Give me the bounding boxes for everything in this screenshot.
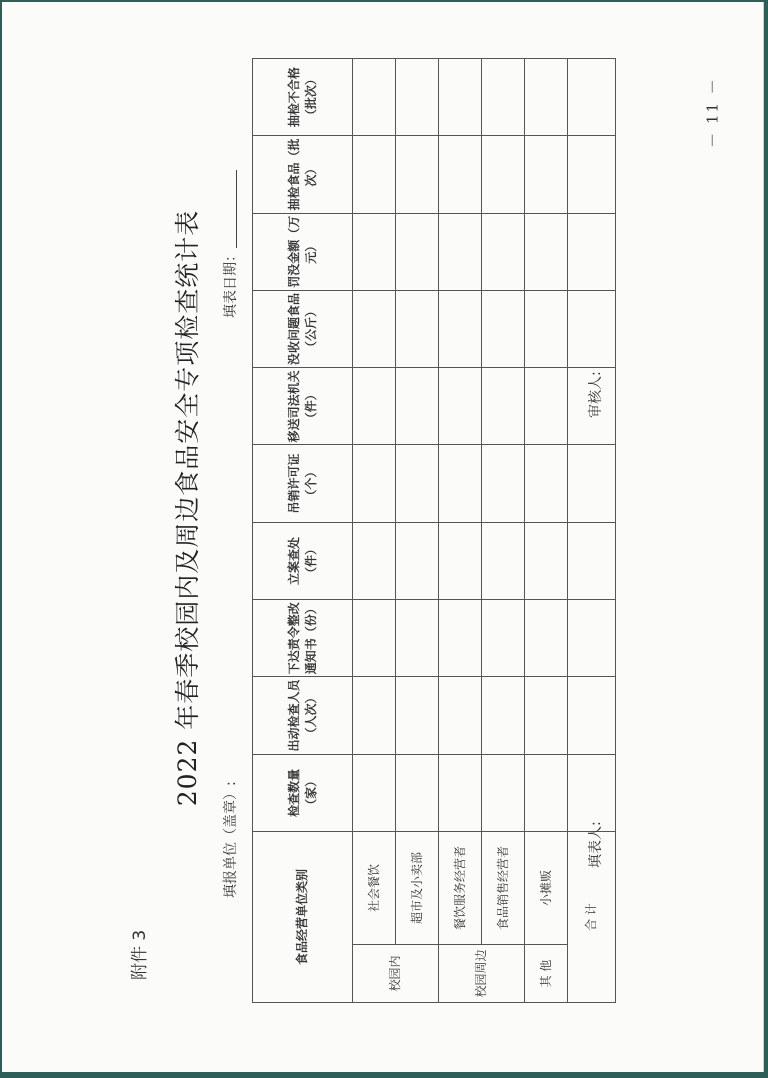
header-col: 立案查处（件）: [253, 522, 353, 599]
row-label: 餐饮服务经营者: [439, 831, 482, 944]
table-row: [353, 59, 396, 1003]
annex-label: 附件 3: [130, 929, 150, 980]
row-label: 小摊贩: [525, 831, 568, 944]
header-col: 罚没金额（万元）: [253, 213, 353, 290]
fill-date-label: 填表日期：: [223, 248, 239, 318]
group-other: 其 他: [525, 945, 568, 1003]
header-col: 抽检不合格（批次）: [253, 59, 353, 136]
table-row: [396, 59, 439, 1003]
header-col: 抽检食品（批次）: [253, 136, 353, 213]
header-col: 下达责令整改通知书（份）: [253, 600, 353, 677]
reviewer-label: 审核人:: [588, 371, 604, 418]
header-col: 移送司法机关（件）: [253, 368, 353, 445]
table-row: [482, 59, 525, 1003]
header-col: 检查数量（家）: [253, 754, 353, 831]
row-label: 超市及小卖部: [396, 831, 439, 944]
row-label: 食品销售经营者: [482, 831, 525, 944]
row-label: 社会餐饮: [353, 831, 396, 944]
total-label: 合 计: [568, 831, 616, 1002]
table-row: [525, 59, 568, 1003]
group-campus-around: 校园周边: [439, 945, 525, 1003]
header-col: 出动检查人员（人次）: [253, 677, 353, 754]
page-number: － 11 －: [703, 77, 722, 148]
table-row: [439, 59, 482, 1003]
filler-label: 填表人:: [588, 821, 604, 868]
header-col: 没收问题食品（公斤）: [253, 290, 353, 367]
header-category: 食品经营单位类别: [253, 831, 353, 1002]
page-title: 2022 年春季校园内及周边食品安全专项检查统计表: [173, 209, 202, 807]
statistics-table: [252, 58, 616, 1003]
table-header-row: [253, 59, 353, 1003]
header-col: 吊销许可证（个）: [253, 445, 353, 522]
fill-date-line: [236, 170, 237, 248]
group-campus-inside: 校园内: [353, 945, 439, 1003]
reporting-unit-label: 填报单位（盖章）:: [223, 781, 239, 898]
